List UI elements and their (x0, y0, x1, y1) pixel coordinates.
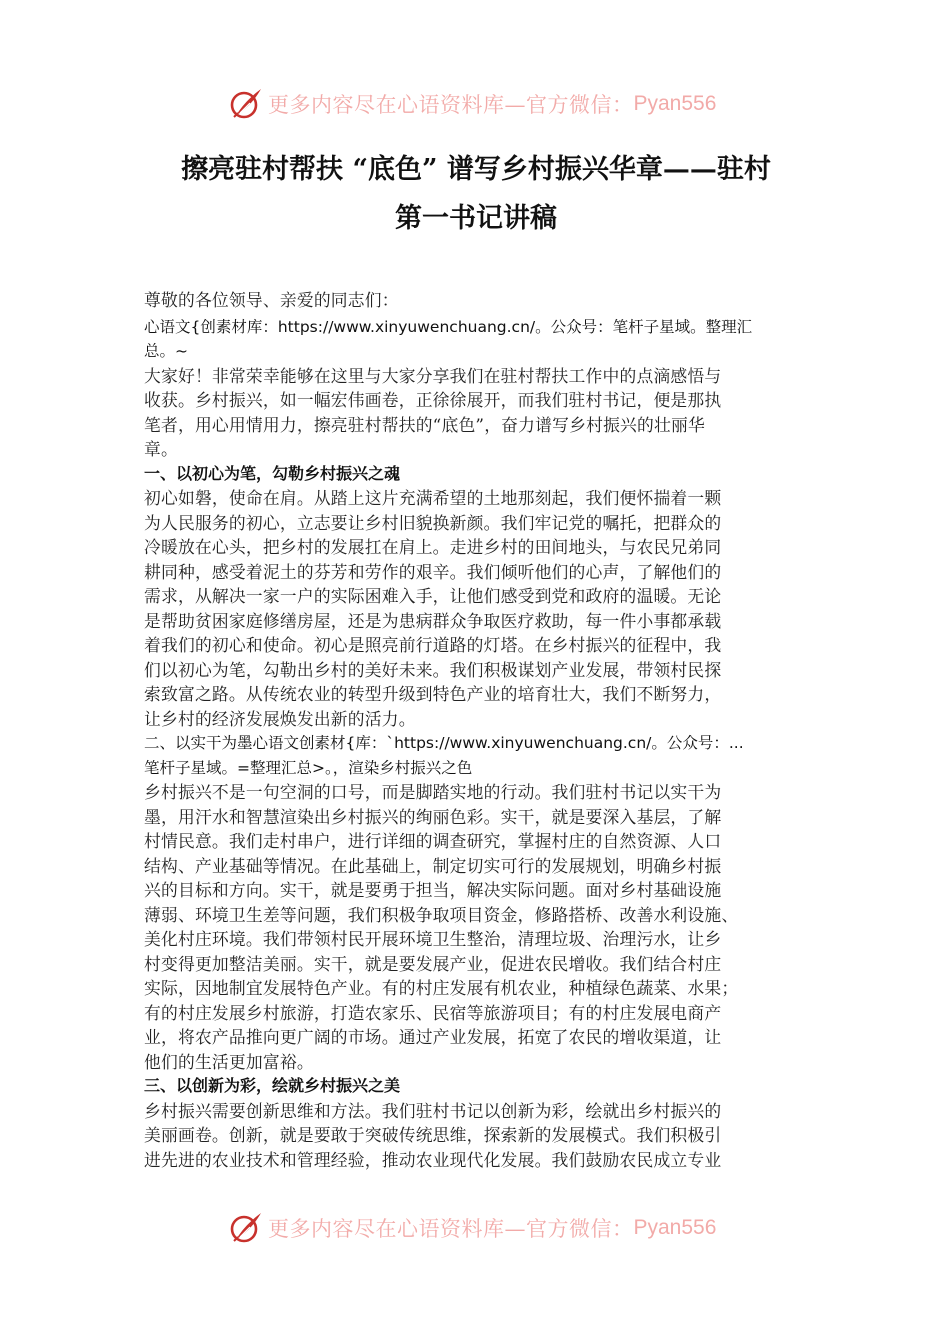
section-3-line: 进先进的农业技术和管理经验，推动农业现代化发展。我们鼓励农民成立专业 (144, 1149, 722, 1170)
section-1-line: 冷暖放在心头，把乡村的发展扛在肩上。走进乡村的田间地头，与农民兄弟同 (144, 537, 722, 557)
section-2-line: 实际，因地制宜发展特色产业。有的村庄发展有机农业，种植绿色蔬菜、水果； (144, 978, 739, 998)
banner-text: 更多内容尽在心语资料库—官方微信： (268, 93, 634, 117)
section-2-line: 村情民意。我们走村串户，进行详细的调查研究，掌握村庄的自然资源、人口 (144, 831, 722, 851)
section-1-line: 们以初心为笔，勾勒出乡村的美好未来。我们积极谋划产业发展，带领村民探 (144, 659, 722, 680)
header-banner[interactable] (228, 84, 748, 124)
quill-pen-logo-icon (228, 1210, 264, 1246)
section-1-line: 让乡村的经济发展焕发出新的活力。 (144, 708, 416, 729)
section-2-heading-line-2: 笔杆子星域。=整理汇总>。，渲染乡村振兴之色 (144, 758, 473, 777)
banner-wechat-handle: Pyan556 (633, 92, 717, 115)
footer-banner[interactable] (228, 1208, 748, 1248)
section-1-heading: 一、以初心为笔，勾勒乡村振兴之魂 (144, 463, 401, 483)
section-1-line: 初心如磐，使命在肩。从踏上这片充满希望的土地那刻起，我们便怀揣着一颗 (144, 488, 722, 508)
section-2-line: 薄弱、环境卫生差等问题，我们积极争取项目资金，修路搭桥、改善水利设施、 (144, 904, 739, 925)
section-2-line: 有的村庄发展乡村旅游，打造农家乐、民宿等旅游项目；有的村庄发展电商产 (144, 1002, 722, 1023)
section-2-line: 结构、产业基础等情况。在此基础上，制定切实可行的发展规划，明确乡村振 (144, 855, 722, 876)
quill-pen-logo-icon (228, 86, 264, 122)
document-title-line-2: 第一书记讲稿 (395, 203, 557, 234)
source-note-line: 心语文{创素材库：https://www.xinyuwenchuang.cn/。公众号：笔杆子星域。整理汇 (144, 317, 753, 336)
greeting: 尊敬的各位领导、亲爱的同志们： (144, 290, 399, 310)
section-3-line: 美丽画卷。创新，就是要敢于突破传统思维，探索新的发展模式。我们积极引 (144, 1125, 722, 1145)
section-2-line: 美化村庄环境。我们带领村民开展环境卫生整治，清理垃圾、治理污水，让乡 (144, 929, 722, 949)
section-2-line: 村变得更加整洁美丽。实干，就是要发展产业，促进农民增收。我们结合村庄 (144, 953, 722, 974)
section-2-heading-line-1: 二、以实干为墨心语文创素材{库：`https://www.xinyuwenchuang.cn/。公众号：... (144, 734, 744, 752)
section-2-line: 他们的生活更加富裕。 (144, 1051, 314, 1072)
document-body (144, 288, 812, 1172)
section-1-line: 是帮助贫困家庭修缮房屋，还是为患病群众争取医疗救助，每一件小事都承载 (144, 610, 722, 631)
banner-wechat-handle: Pyan556 (633, 1216, 717, 1239)
section-2-line: 墨，用汗水和智慧渲染出乡村振兴的绚丽色彩。实干，就是要深入基层，了解 (144, 806, 722, 827)
document-title-line-1: 擦亮驻村帮扶 “底色” 谱写乡村振兴华章——驻村 (181, 154, 771, 185)
source-note-line: 总。~ (144, 342, 188, 360)
intro-line: 大家好！非常荣幸能够在这里与大家分享我们在驻村帮扶工作中的点滴感悟与 (144, 365, 722, 386)
intro-line: 收获。乡村振兴，如一幅宏伟画卷，正徐徐展开，而我们驻村书记，便是那执 (144, 390, 722, 410)
section-1-line: 需求，从解决一家一户的实际困难入手，让他们感受到党和政府的温暖。无论 (144, 586, 722, 606)
section-1-line: 耕同种，感受着泥土的芬芳和劳作的艰辛。我们倾听他们的心声，了解他们的 (144, 561, 722, 582)
section-1-line: 索致富之路。从传统农业的转型升级到特色产业的培育壮大，我们不断努力， (144, 684, 722, 704)
section-3-heading: 三、以创新为彩，绘就乡村振兴之美 (144, 1076, 401, 1095)
banner-text: 更多内容尽在心语资料库—官方微信： (268, 1217, 634, 1241)
section-2-line: 兴的目标和方向。实干，就是要勇于担当，解决实际问题。面对乡村基础设施 (144, 880, 722, 900)
section-1-line: 着我们的初心和使命。初心是照亮前行道路的灯塔。在乡村振兴的征程中，我 (144, 635, 722, 655)
intro-line: 章。 (144, 439, 178, 459)
section-1-line: 为人民服务的初心，立志要让乡村旧貌换新颜。我们牢记党的嘱托，把群众的 (144, 512, 722, 533)
intro-line: 笔者，用心用情用力，擦亮驻村帮扶的“底色”，奋力谱写乡村振兴的壮丽华 (144, 414, 705, 435)
section-3-line: 乡村振兴需要创新思维和方法。我们驻村书记以创新为彩，绘就出乡村振兴的 (144, 1100, 722, 1121)
section-2-line: 业，将农产品推向更广阔的市场。通过产业发展，拓宽了农民的增收渠道，让 (144, 1027, 722, 1047)
section-2-line: 乡村振兴不是一句空洞的口号，而是脚踏实地的行动。我们驻村书记以实干为 (144, 782, 722, 802)
